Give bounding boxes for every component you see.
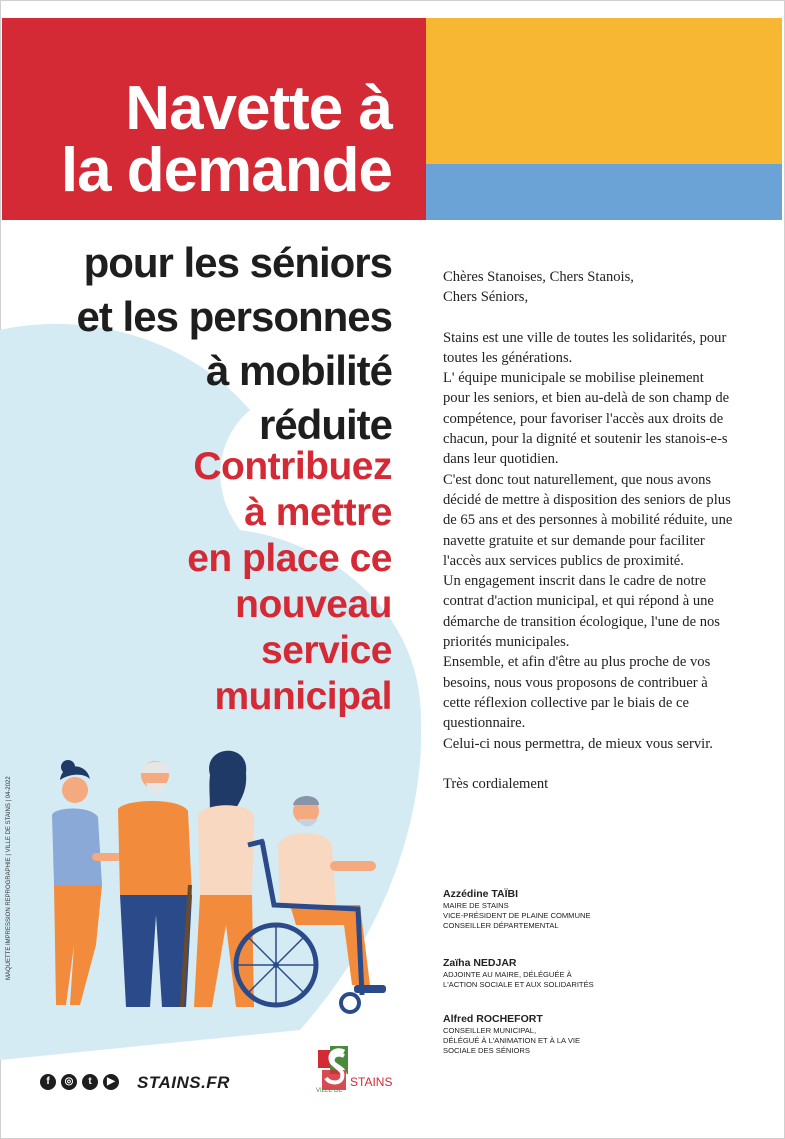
signatory-2 <box>443 957 594 990</box>
instagram-icon[interactable]: ◎ <box>61 1074 77 1090</box>
signatory-1 <box>443 888 591 931</box>
subtitle-line: et les personnes <box>76 293 392 340</box>
social-links <box>40 1074 119 1090</box>
facebook-icon[interactable]: f <box>40 1074 56 1090</box>
greeting: Chères Stanoises, Chers Stanois, <box>443 269 634 285</box>
signatory-3 <box>443 1013 580 1056</box>
signatory-name: Azzédine TAÏBI <box>443 888 519 900</box>
signatory-name: Alfred ROCHEFORT <box>443 1013 543 1025</box>
call-line: à mettre <box>244 491 392 534</box>
subtitle-line: réduite <box>258 401 392 448</box>
logo-text: STAINS <box>350 1075 393 1089</box>
signatory-role: L'ACTION SOCIALE ET AUX SOLIDARITÉS <box>443 980 594 989</box>
call-line: en place ce <box>187 537 392 580</box>
closing: Très cordialement <box>443 775 549 792</box>
subtitle-line: pour les séniors <box>83 239 392 286</box>
twitter-icon[interactable]: t <box>82 1074 98 1090</box>
call-line: service <box>261 629 392 672</box>
greeting: Chers Séniors, <box>443 289 529 306</box>
letter-paragraph: Stains est une ville de toutes les solidarités, pour toutes les générations. <box>443 329 727 366</box>
title-line: Navette à <box>125 74 392 143</box>
youtube-icon[interactable]: ▶ <box>103 1074 119 1090</box>
signatory-role: CONSEILLER DÉPARTEMENTAL <box>443 921 559 930</box>
call-line: Contribuez <box>193 445 392 488</box>
signatory-role: VICE-PRÉSIDENT DE PLAINE COMMUNE <box>443 911 591 920</box>
signatory-role: CONSEILLER MUNICIPAL, <box>443 1026 537 1035</box>
people-illustration <box>40 745 400 1020</box>
call-line: nouveau <box>235 583 392 626</box>
call-to-action <box>12 444 392 720</box>
yellow-header-block <box>426 18 782 164</box>
letter-body <box>443 267 733 794</box>
letter-paragraph: L' équipe municipale se mobilise pleinement pour les seniors, et bien au-delà de son champ de compétence, pour favoriser l'accès aux droits de chacun, pour la dignité et soutenir les stanois-e-s dans leur quotidien. <box>443 370 730 468</box>
website-link[interactable]: STAINS.FR <box>137 1073 230 1092</box>
print-credit: MAQUETTE IMPRESSION REPROGRAPHIE | VILLE DE STAINS | 04-2022 <box>6 776 12 980</box>
signatory-role: DÉLÉGUÉ À L'ANIMATION ET À LA VIE <box>443 1036 581 1045</box>
letter-paragraph: Un engagement inscrit dans le cadre de notre contrat d'action municipal, et qui répond à une démarche de transition écologique, l'une de nos priorités municipales. <box>443 573 720 651</box>
main-title <box>12 74 392 205</box>
signatory-role: SOCIALE DES SÉNIORS <box>443 1046 530 1055</box>
signatory-name: Zaïha NEDJAR <box>443 957 517 969</box>
subtitle-line: à mobilité <box>205 347 392 394</box>
blue-header-block <box>426 164 782 220</box>
call-line: municipal <box>214 675 392 718</box>
letter-paragraph: Ensemble, et afin d'être au plus proche de vos besoins, nous vous proposons de contribuer à cette réflexion collective par le biais de ce questionnaire. <box>443 654 711 732</box>
letter-paragraph: C'est donc tout naturellement, que nous avons décidé de mettre à disposition des seniors de plus de 65 ans et des personnes à mobilité réduite, une navette gratuite et sur demande pour faciliter l'accès aux services publics de proximité. <box>443 471 733 569</box>
logo-subtext: VILLE DE <box>316 1088 343 1094</box>
letter-paragraph: Celui-ci nous permettra, de mieux vous servir. <box>443 735 713 752</box>
signatory-role: MAIRE DE STAINS <box>443 901 509 910</box>
subtitle <box>2 236 392 452</box>
title-line: la demande <box>60 136 392 205</box>
signatory-role: ADJOINTE AU MAIRE, DÉLÉGUÉE À <box>443 970 572 979</box>
